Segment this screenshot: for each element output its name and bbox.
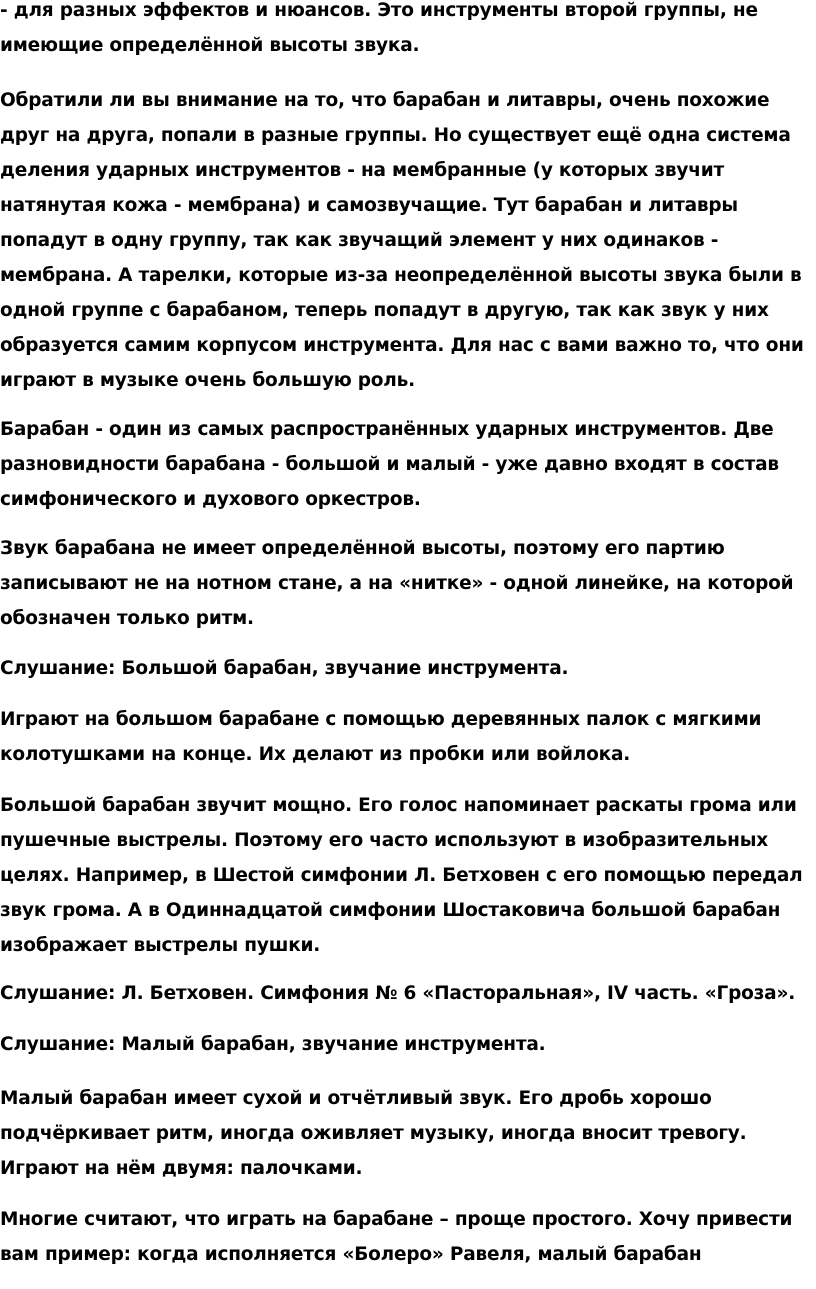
text-line: Играют на большом барабане с помощью деревянных палок с мягкими [0, 709, 762, 730]
text-line: деления ударных инструментов - на мембранные (у которых звучит [0, 160, 725, 181]
text-line: Большой барабан звучит мощно. Его голос напоминает раскаты грома или [0, 795, 797, 816]
text-line: разновидности барабана - большой и малый - уже давно входят в состав [0, 454, 779, 475]
text-line: Слушание: Малый барабан, звучание инструмента. [0, 1034, 546, 1055]
paragraph [0, 412, 779, 517]
text-line: образуется самим корпусом инструмента. Для нас с вами важно то, что они [0, 335, 804, 356]
text-line: вам пример: когда исполняется «Болеро» Равеля, малый барабан [0, 1244, 702, 1265]
text-line: мембрана. А тарелки, которые из-за неопределённой высоты звука были в [0, 265, 802, 286]
text-line: имеющие определённой высоты звука. [0, 35, 420, 56]
paragraph [0, 788, 803, 963]
paragraph [0, 1202, 792, 1272]
text-line: - для разных эффектов и нюансов. Это инструменты второй группы, не [0, 0, 758, 21]
text-line: целях. Например, в Шестой симфонии Л. Бетховен с его помощью передал [0, 865, 803, 886]
text-line: симфонического и духового оркестров. [0, 489, 421, 510]
paragraph [0, 651, 568, 686]
text-line: подчёркивает ритм, иногда оживляет музыку, иногда вносит тревогу. [0, 1123, 747, 1144]
text-line: Многие считают, что играть на барабане – проще простого. Хочу привести [0, 1209, 793, 1230]
text-line: звук грома. А в Одиннадцатой симфонии Шостаковича большой барабан [0, 900, 781, 921]
paragraph [0, 702, 761, 772]
paragraph [0, 976, 795, 1011]
text-line: друг на друга, попали в разные группы. Но существует ещё одна система [0, 125, 791, 146]
text-line: попадут в одну группу, так как звучащий элемент у них одинаков - [0, 230, 719, 251]
text-line: Слушание: Большой барабан, звучание инструмента. [0, 658, 569, 679]
text-line: изображает выстрелы пушки. [0, 935, 321, 956]
paragraph [0, 1081, 746, 1186]
paragraph [0, 0, 758, 63]
text-line: записывают не на нотном стане, а на «нитке» - одной линейке, на которой [0, 573, 794, 594]
text-line: колотушками на конце. Их делают из пробки или войлока. [0, 744, 631, 765]
text-line: Слушание: Л. Бетховен. Симфония № 6 «Пасторальная», IV часть. «Гроза». [0, 983, 796, 1004]
paragraph [0, 531, 793, 636]
text-line: одной группе с барабаном, теперь попадут в другую, так как звук у них [0, 300, 769, 321]
text-line: Малый барабан имеет сухой и отчётливый звук. Его дробь хорошо [0, 1088, 712, 1109]
text-line: Обратили ли вы внимание на то, что барабан и литавры, очень похожие [0, 90, 770, 111]
text-line: натянутая кожа - мембрана) и самозвучащие. Тут барабан и литавры [0, 195, 738, 216]
text-line: пушечные выстрелы. Поэтому его часто используют в изобразительных [0, 830, 769, 851]
paragraph [0, 1027, 545, 1062]
text-line: Барабан - один из самых распространённых ударных инструментов. Две [0, 419, 774, 440]
text-line: играют в музыке очень большую роль. [0, 370, 415, 391]
text-line: Играют на нём двумя: палочками. [0, 1158, 363, 1179]
text-line: обозначен только ритм. [0, 608, 254, 629]
text-line: Звук барабана не имеет определённой высоты, поэтому его партию [0, 538, 725, 559]
paragraph [0, 83, 804, 398]
